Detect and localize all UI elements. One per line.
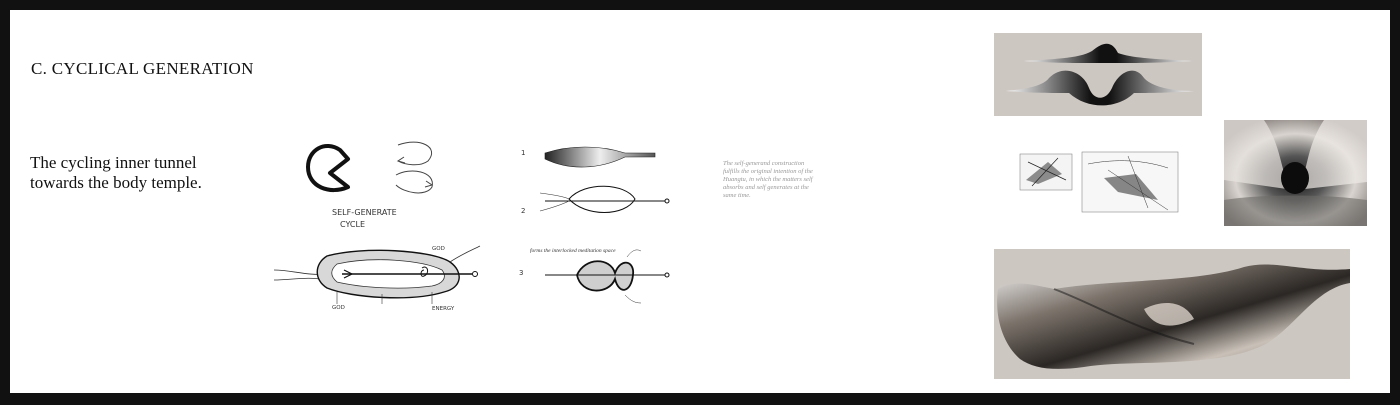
tunnel-label-top: GOD — [432, 246, 445, 252]
step-2-label: 2 — [521, 207, 526, 215]
sequence-sketch — [515, 145, 675, 310]
tunnel-label-left: GOD — [332, 305, 345, 311]
caption-line-2: fulfills the original intention of the — [723, 168, 813, 175]
lead-text — [30, 153, 250, 193]
caption-line-3: Huangtu, in which the matters self — [723, 176, 813, 183]
cycle-label-1: SELF-GENERATE — [332, 208, 397, 217]
caption-line-5: same time. — [723, 192, 751, 199]
tunnel-label-right: ENERGY — [432, 306, 455, 312]
caption-line-1: The self-generand construction — [723, 160, 805, 167]
cycle-label-2: CYCLE — [340, 220, 365, 229]
render-portal — [1224, 120, 1367, 226]
concept-sketches — [1018, 150, 1188, 222]
board-sheet — [10, 10, 1390, 393]
lead-line-2: towards the body temple. — [30, 173, 202, 192]
section-title: C. CYCLICAL GENERATION — [31, 59, 254, 78]
lead-line-1: The cycling inner tunnel — [30, 153, 197, 172]
render-top — [994, 33, 1202, 116]
caption-line-4: absorbs and self generates at the — [723, 184, 809, 191]
meditation-note: forms the interlocked meditation space — [530, 248, 616, 254]
step-3-label: 3 — [519, 269, 524, 277]
render-surface — [994, 249, 1350, 379]
tunnel-sketch — [272, 232, 482, 312]
caption-text — [723, 160, 833, 200]
step-1-label: 1 — [521, 149, 526, 157]
cycle-sketch — [300, 135, 450, 230]
